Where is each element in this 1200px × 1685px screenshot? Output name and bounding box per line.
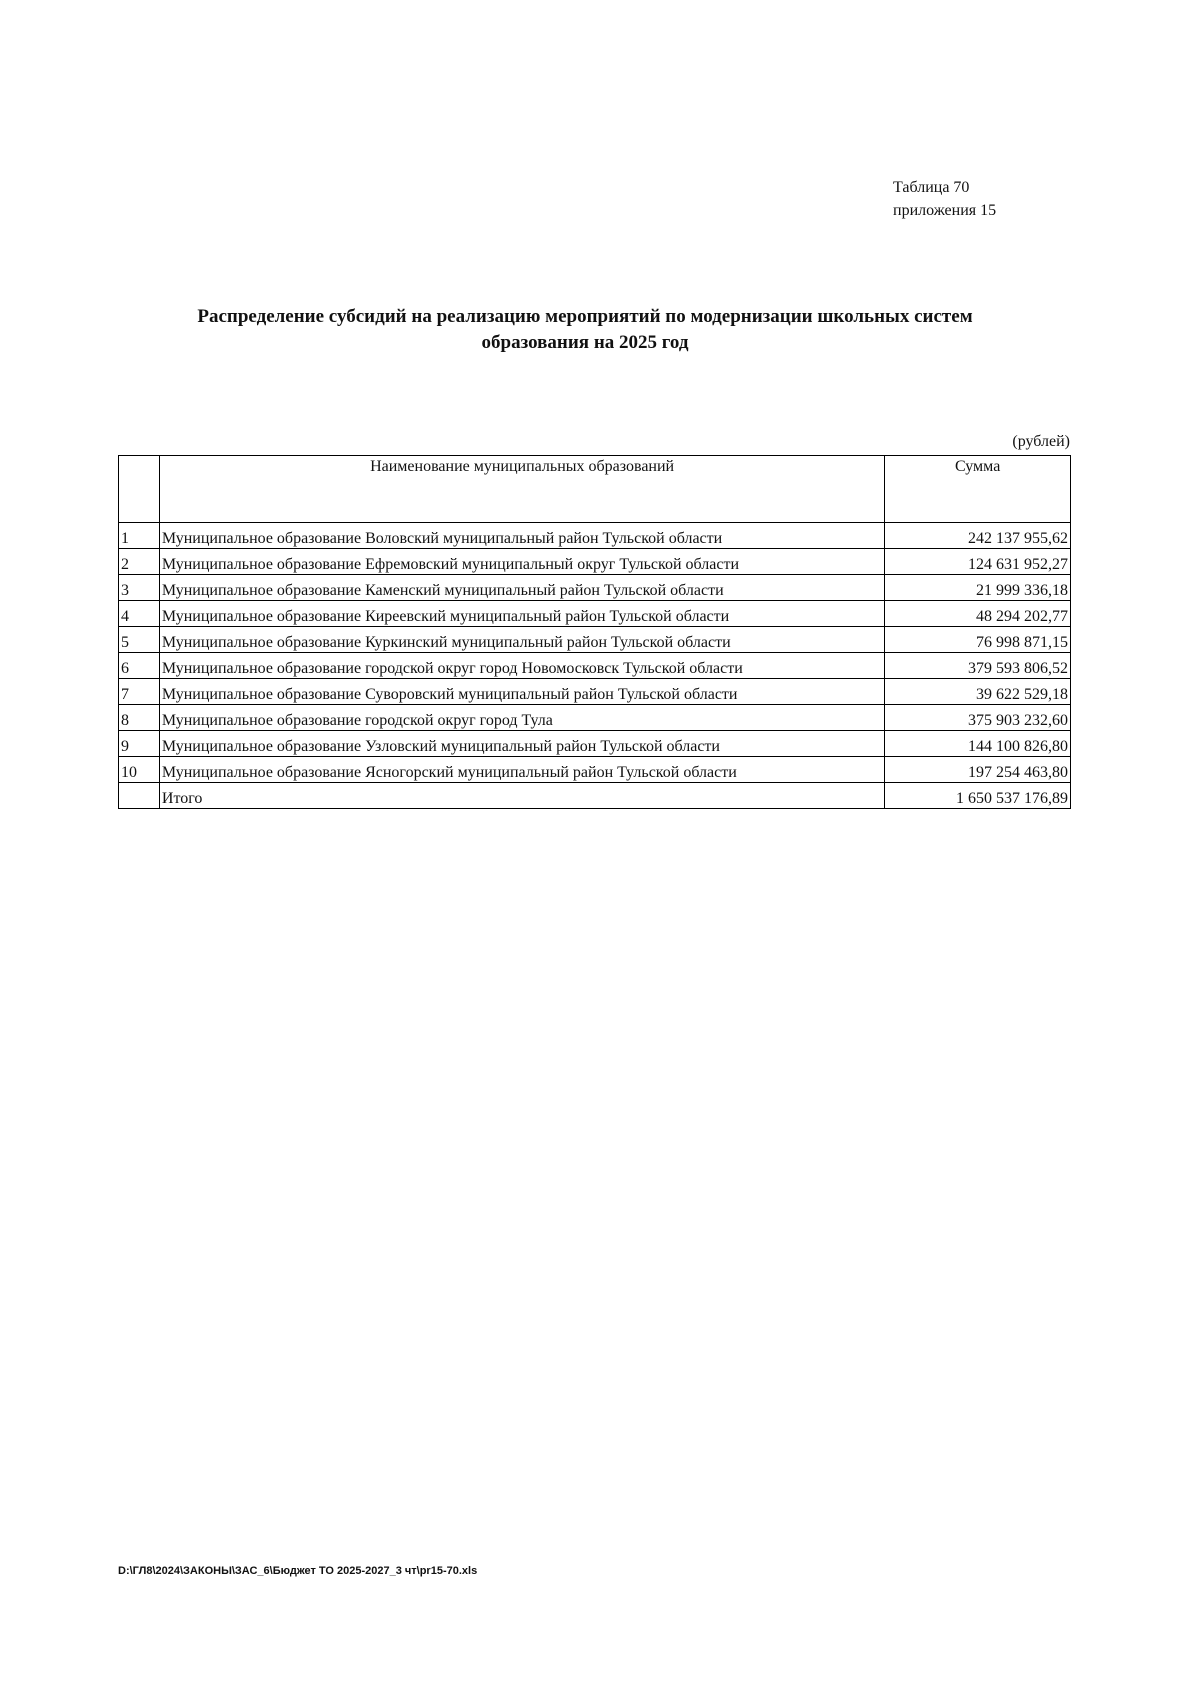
- row-sum: 144 100 826,80: [885, 731, 1071, 757]
- column-header-name: Наименование муниципальных образований: [159, 456, 884, 523]
- row-sum: 48 294 202,77: [885, 601, 1071, 627]
- row-sum: 375 903 232,60: [885, 705, 1071, 731]
- table-total-row: [119, 783, 1071, 809]
- table-header-row: [119, 456, 1071, 523]
- row-number: 2: [119, 549, 160, 575]
- row-sum: 242 137 955,62: [885, 523, 1071, 549]
- table-row: [119, 575, 1071, 601]
- total-number-cell: [119, 783, 160, 809]
- appendix-label: приложения 15: [893, 202, 997, 219]
- subsidy-table: [118, 455, 1071, 809]
- row-name: Муниципальное образование городской округ город Новомосковск Тульской области: [159, 653, 884, 679]
- column-header-sum: Сумма: [885, 456, 1071, 523]
- row-sum: 379 593 806,52: [885, 653, 1071, 679]
- row-number: 4: [119, 601, 160, 627]
- row-sum: 39 622 529,18: [885, 679, 1071, 705]
- row-number: 3: [119, 575, 160, 601]
- table-reference: [893, 176, 996, 222]
- row-sum: 197 254 463,80: [885, 757, 1071, 783]
- row-number: 5: [119, 627, 160, 653]
- table-row: [119, 757, 1071, 783]
- row-name: Муниципальное образование Киреевский муниципальный район Тульской области: [159, 601, 884, 627]
- row-name: Муниципальное образование Каменский муниципальный район Тульской области: [159, 575, 884, 601]
- row-number: 6: [119, 653, 160, 679]
- table-row: [119, 731, 1071, 757]
- row-name: Муниципальное образование Суворовский муниципальный район Тульской области: [159, 679, 884, 705]
- row-number: 9: [119, 731, 160, 757]
- table-row: [119, 653, 1071, 679]
- row-number: 7: [119, 679, 160, 705]
- row-number: 10: [119, 757, 160, 783]
- table-row: [119, 549, 1071, 575]
- row-number: 1: [119, 523, 160, 549]
- table-row: [119, 627, 1071, 653]
- row-name: Муниципальное образование Воловский муниципальный район Тульской области: [159, 523, 884, 549]
- row-name: Муниципальное образование Узловский муниципальный район Тульской области: [159, 731, 884, 757]
- total-label: Итого: [159, 783, 884, 809]
- row-name: Муниципальное образование Ефремовский муниципальный округ Тульской области: [159, 549, 884, 575]
- table-row: [119, 601, 1071, 627]
- row-number: 8: [119, 705, 160, 731]
- document-title: [140, 304, 1030, 356]
- row-sum: 76 998 871,15: [885, 627, 1071, 653]
- row-name: Муниципальное образование городской округ город Тула: [159, 705, 884, 731]
- title-line-1: Распределение субсидий на реализацию мероприятий по модернизации школьных систем: [197, 306, 973, 327]
- table-row: [119, 679, 1071, 705]
- row-name: Муниципальное образование Ясногорский муниципальный район Тульской области: [159, 757, 884, 783]
- table-label: Таблица 70: [893, 179, 970, 196]
- row-sum: 124 631 952,27: [885, 549, 1071, 575]
- column-header-number: [119, 456, 160, 523]
- file-path-footer: D:\ГЛ8\2024\ЗАКОНЫ\ЗАС_6\Бюджет ТО 2025-2027_3 чт\pr15-70.xls: [118, 1565, 478, 1577]
- title-line-2: образования на 2025 год: [481, 332, 689, 353]
- total-sum: 1 650 537 176,89: [885, 783, 1071, 809]
- table-row: [119, 523, 1071, 549]
- table-row: [119, 705, 1071, 731]
- row-name: Муниципальное образование Куркинский муниципальный район Тульской области: [159, 627, 884, 653]
- row-sum: 21 999 336,18: [885, 575, 1071, 601]
- units-label: (рублей): [1012, 433, 1070, 450]
